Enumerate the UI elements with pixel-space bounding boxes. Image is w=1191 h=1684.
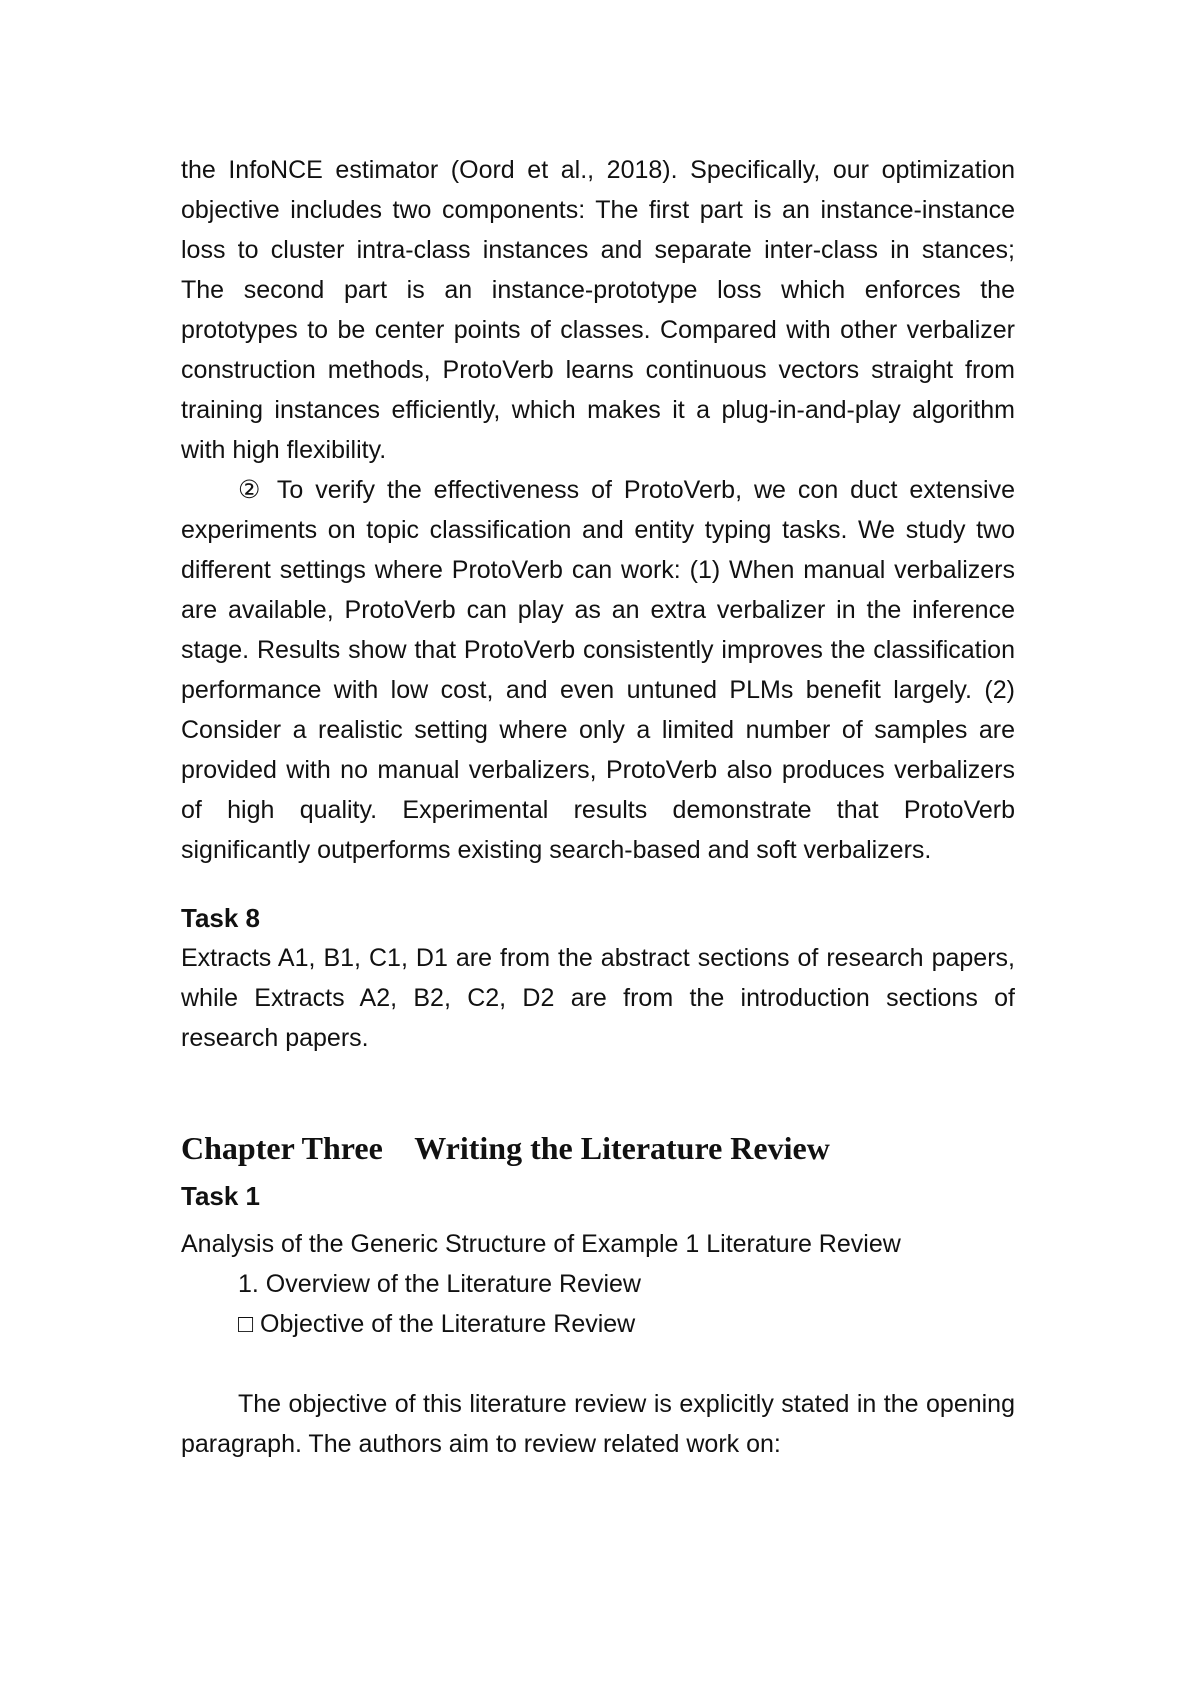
task8-heading: Task 8: [181, 903, 261, 933]
task1-paragraph: The objective of this literature review is explicitly stated in the opening paragraph. The authors aim to review related work on:: [181, 1390, 1015, 1458]
task1-intro: Analysis of the Generic Structure of Example 1 Literature Review: [181, 1230, 901, 1258]
paragraph-infonce: the InfoNCE estimator (Oord et al., 2018). Specifically, our optimization objective includes two components: The first part is an instance-instance loss to cluster intra-class instances and separate inter-class in stances; The second part is an instance-prototype loss which enforces the prototypes to be center points of classes. Compared with other verbalizer construction methods, ProtoVerb learns continuous vectors straight from training instances efficiently, which makes it a plug-in-and-play algorithm with high flexibility.: [181, 156, 1015, 464]
spacer: [181, 870, 1015, 898]
task8-text: Extracts A1, B1, C1, D1 are from the abstract sections of research papers, while Extracts A2, B2, C2, D2 are from the introduction sections of research papers.: [181, 944, 1015, 1052]
paragraph-protoverb-experiments: ② To verify the effectiveness of ProtoVerb, we con duct extensive experiments on topic classification and entity typing tasks. We study two different settings where ProtoVerb can work: (1) When manual verbalizers are available, ProtoVerb can play as an extra verbalizer in the inference stage. Results show that ProtoVerb consistently improves the classification performance with low cost, and even untuned PLMs benefit largely. (2) Consider a realistic setting where only a limited number of samples are provided with no manual verbalizers, ProtoVerb also produces verbalizers of high quality. Experimental results demonstrate that ProtoVerb significantly outperforms existing search-based and soft verbalizers.: [181, 476, 1015, 864]
task1-heading: Task 1: [181, 1181, 261, 1211]
spacer: [181, 1058, 1015, 1124]
task1-item-objective: □ Objective of the Literature Review: [238, 1310, 636, 1338]
task1-item-overview: 1. Overview of the Literature Review: [238, 1270, 641, 1298]
spacer: [181, 1344, 1015, 1384]
document-page: [181, 150, 1015, 1464]
chapter-heading: Chapter Three Writing the Literature Review: [181, 1130, 830, 1166]
